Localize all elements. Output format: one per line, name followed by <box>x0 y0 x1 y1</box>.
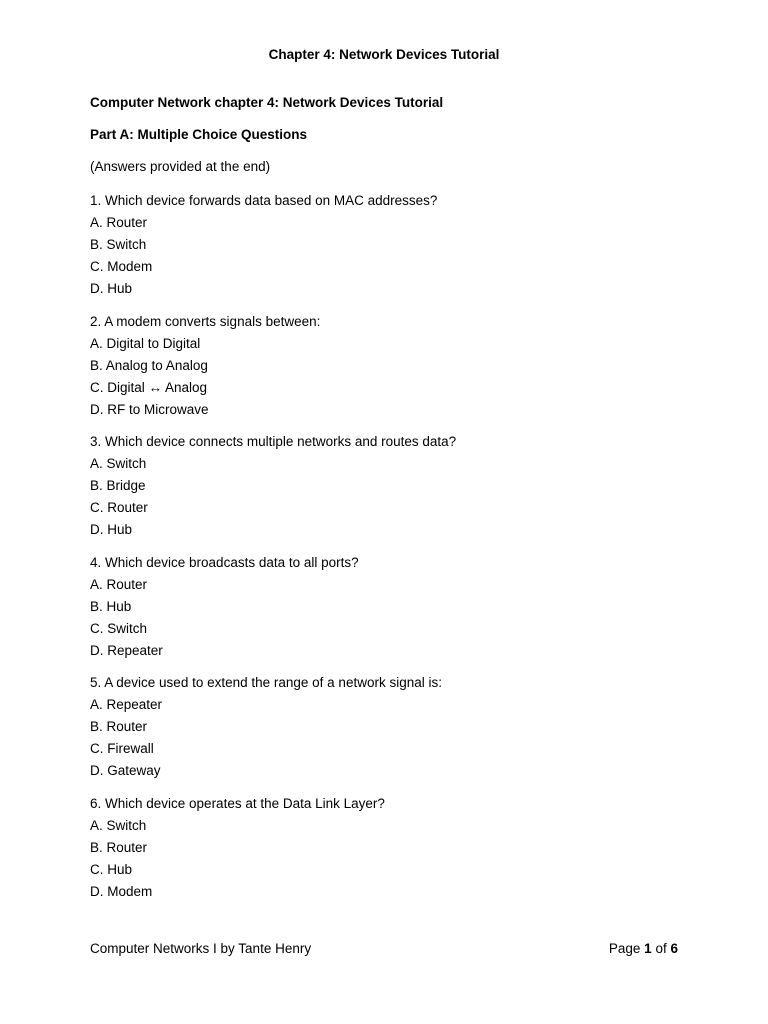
question-text: 3. Which device connects multiple networks and routes data? <box>90 434 457 449</box>
option-d: D. Modem <box>90 883 153 899</box>
option-c: C. Switch <box>90 620 148 636</box>
option-d: D. RF to Microwave <box>90 401 209 417</box>
current-page: 1 <box>644 941 652 956</box>
document-body <box>90 94 690 913</box>
question-text: 1. Which device forwards data based on MAC addresses? <box>90 193 438 208</box>
page-footer <box>90 940 678 958</box>
question-block <box>90 431 690 541</box>
option-a: A. Router <box>90 576 148 592</box>
option-d: D. Hub <box>90 522 133 537</box>
option-d: D. Repeater <box>90 642 163 658</box>
question-text: 5. A device used to extend the range of a network signal is: <box>90 675 442 690</box>
total-pages: 6 <box>670 941 678 956</box>
page-of-label: of <box>655 941 667 956</box>
question-block <box>90 672 690 782</box>
option-b: B. Router <box>90 719 148 734</box>
page-label: Page <box>608 941 641 956</box>
option-c: C. Firewall <box>90 741 154 756</box>
option-c: C. Router <box>90 500 148 515</box>
option-c: C. Hub <box>90 861 133 877</box>
option-a: A. Switch <box>90 817 147 833</box>
option-b: B. Switch <box>90 237 147 252</box>
page-number <box>609 940 678 958</box>
option-b: B. Router <box>90 839 148 855</box>
question-block <box>90 793 690 903</box>
option-a: A. Digital to Digital <box>90 335 201 351</box>
option-b: B. Analog to Analog <box>90 357 208 373</box>
document-heading: Computer Network chapter 4: Network Devices Tutorial <box>90 95 444 110</box>
question-text: 6. Which device operates at the Data Link Layer? <box>90 795 385 811</box>
option-d: D. Hub <box>90 281 133 296</box>
option-b: B. Hub <box>90 598 132 614</box>
page-title: Chapter 4: Network Devices Tutorial <box>268 47 500 62</box>
answers-note: (Answers provided at the end) <box>90 159 271 174</box>
footer-author: Computer Networks I by Tante Henry <box>90 941 312 956</box>
option-a: A. Switch <box>90 456 147 471</box>
option-c: C. Modem <box>90 259 153 274</box>
part-title: Part A: Multiple Choice Questions <box>90 127 308 142</box>
question-block <box>90 311 690 421</box>
option-a: A. Router <box>90 215 148 230</box>
option-c: C. Digital ↔ Analog <box>90 379 208 395</box>
question-text: 4. Which device broadcasts data to all ports? <box>90 554 359 570</box>
option-d: D. Gateway <box>90 763 161 778</box>
question-block <box>90 552 690 662</box>
option-a: A. Repeater <box>90 697 163 712</box>
question-block <box>90 190 690 300</box>
question-text: 2. A modem converts signals between: <box>90 313 321 329</box>
option-b: B. Bridge <box>90 478 146 493</box>
